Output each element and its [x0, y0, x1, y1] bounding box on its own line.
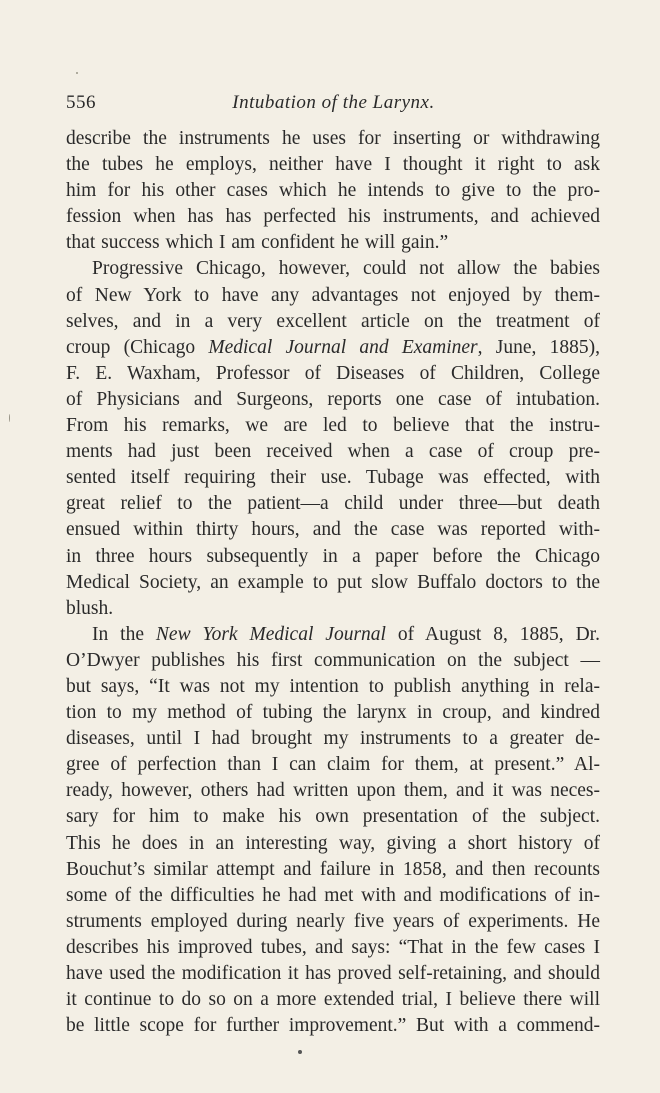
- text-line: gree of perfection than I can claim for them, at present.” Al-: [66, 754, 600, 776]
- text-line: fession when has has perfected his instruments, and achieved: [66, 206, 600, 228]
- text-line: Bouchut’s similar attempt and failure in 1858, and then recounts: [66, 858, 600, 880]
- printer-mark: [298, 1050, 302, 1054]
- text-line: From his remarks, we are led to believe that the instru-: [66, 415, 600, 437]
- text-line: O’Dwyer publishes his first communication on the subject —: [66, 649, 600, 671]
- text-line: ready, however, others had written upon them, and it was neces-: [66, 780, 600, 802]
- text-line: him for his other cases which he intends to give to the pro-: [66, 180, 600, 202]
- page-header: [66, 92, 601, 118]
- text-line: that success which I am confident he will gain.”: [66, 232, 449, 254]
- text-line: describe the instruments he uses for inserting or withdrawing: [66, 128, 600, 149]
- paper-speck: [76, 72, 78, 74]
- journal-title: New York Medical Journal: [155, 623, 386, 645]
- text-line: struments employed during nearly five years of experiments. He: [66, 910, 600, 932]
- text-line: but says, “It was not my intention to publish anything in rela-: [66, 675, 600, 697]
- text-line: the tubes he employs, neither have I thought it right to ask: [66, 154, 600, 176]
- text-line: great relief to the patient—a child under three—but death: [66, 493, 600, 515]
- text-line: selves, and in a very excellent article on the treatment of: [66, 310, 600, 332]
- text-line: describes his improved tubes, and says: “That in the few cases I: [66, 936, 600, 958]
- text-line: be little scope for further improvement.” But with a commend-: [66, 1015, 600, 1037]
- text-line: ments had just been received when a case of croup pre-: [66, 441, 600, 463]
- text-line: of New York to have any advantages not enjoyed by them-: [66, 284, 600, 306]
- text-line: Medical Society, an example to put slow Buffalo doctors to the: [66, 571, 600, 593]
- text-line: it continue to do so on a more extended trial, I believe there will: [66, 989, 600, 1011]
- text-line: in three hours subsequently in a paper before the Chicago: [66, 545, 600, 567]
- text-line: diseases, until I had brought my instruments to a greater de-: [66, 728, 600, 750]
- text-line: croup (Chicago Medical Journal and Examiner, June, 1885),: [66, 336, 600, 358]
- text-line: some of the difficulties he had met with and modifications of in-: [66, 884, 600, 906]
- page-number: 556: [66, 92, 96, 113]
- paragraph-start-line: Progressive Chicago, however, could not allow the babies: [92, 258, 600, 280]
- text-line: ensued within thirty hours, and the case was reported with-: [66, 519, 600, 541]
- running-title: Intubation of the Larynx.: [232, 92, 435, 113]
- journal-title: Medical Journal and Examiner: [208, 336, 478, 358]
- text-line: have used the modification it has proved self-retaining, and should: [66, 963, 600, 984]
- text-line: This he does in an interesting way, giving a short history of: [66, 832, 600, 854]
- text-line: F. E. Waxham, Professor of Diseases of Children, College: [66, 362, 600, 384]
- paragraph-start-line: In the New York Medical Journal of August 8, 1885, Dr.: [92, 623, 600, 645]
- text-line: of Physicians and Surgeons, reports one case of intubation.: [66, 388, 600, 410]
- text-line: sented itself requiring their use. Tubage was effected, with: [66, 467, 600, 489]
- text-line: sary for him to make his own presentation of the subject.: [66, 806, 600, 828]
- text-line: tion to my method of tubing the larynx in croup, and kindred: [66, 702, 600, 724]
- text-line: blush.: [66, 597, 114, 619]
- paper-speck: [9, 414, 10, 422]
- body-text: [66, 126, 600, 1039]
